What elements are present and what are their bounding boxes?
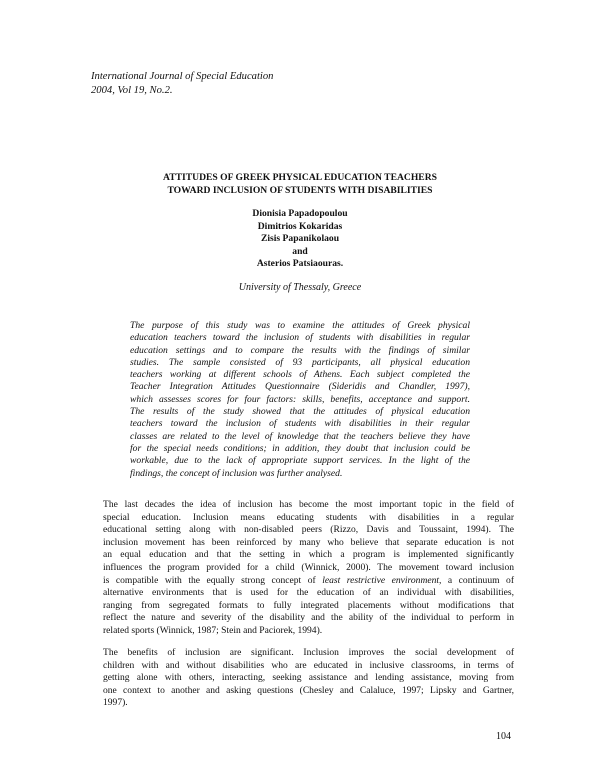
body-line: influences the program provided for a child (Winnick, 2000). The movement toward inclusion — [103, 561, 514, 573]
author-conjunction: and — [292, 245, 308, 257]
body-text: , a continuum of — [439, 574, 514, 586]
abstract-line: classes are related to the level of knowledge that the teachers believe they have — [130, 430, 470, 442]
abstract-line: for the special needs conditions; in addition, they doubt that inclusion could be — [130, 442, 470, 454]
author: Dionisia Papadopoulou — [252, 208, 348, 219]
body-line: getting alone with others, interacting, seeking assistance and lending assistance, moving from — [103, 672, 514, 684]
page-number: 104 — [496, 731, 511, 742]
author: Dimitrios Kokaridas — [257, 220, 343, 232]
body-line: special education. Inclusion means educating students with disabilities in a regular — [103, 511, 514, 523]
body-line: one context to another and asking questions (Chesley and Calaluce, 1997; Lipsky and Gartner, — [103, 684, 514, 696]
abstract-line: education settings and to compare the results with the findings of similar — [130, 344, 470, 356]
author: Asterios Patsiaouras. — [256, 258, 344, 270]
abstract-line: teachers working at different schools of Athens. Each subject completed the — [130, 369, 470, 381]
body-line: 1997). — [103, 697, 128, 709]
body-line: related sports (Winnick, 1987; Stein and Paciorek, 1994). — [103, 624, 323, 636]
title-line: TOWARD INCLUSION OF STUDENTS WITH DISABILITIES — [167, 185, 433, 197]
abstract — [130, 320, 470, 480]
body-line: The last decades the idea of inclusion has become the most important topic in the field of — [103, 499, 514, 510]
abstract-line: education teachers toward the inclusion of students with disabilities in regular — [130, 332, 470, 344]
abstract-line: teachers toward the inclusion of students with disabilities in their regular — [130, 418, 470, 430]
body-text: is compatible with the equally strong concept of — [103, 574, 323, 586]
body-line: The benefits of inclusion are significant. Inclusion improves the social development of — [103, 647, 514, 658]
affiliation: University of Thessaly, Greece — [238, 282, 362, 293]
abstract-line: The results of the study showed that the attitudes of physical education — [130, 406, 470, 418]
body-line: alternative environments that is used for the education of an individual with disabilities, — [103, 587, 514, 599]
abstract-line: findings, the concept of inclusion was further analysed. — [130, 467, 343, 479]
paper-title — [100, 171, 500, 198]
title-line: ATTITUDES OF GREEK PHYSICAL EDUCATION TEACHERS — [163, 172, 437, 183]
body-line-with-italic — [103, 575, 514, 588]
body-line: inclusion movement has been reinforced by many who believe that separate education is not — [103, 536, 514, 548]
body-line: children with and without disabilities who are educated in inclusive classrooms, in terms of — [103, 659, 514, 671]
journal-header — [91, 70, 273, 97]
journal-issue: 2004, Vol 19, No.2. — [91, 84, 173, 96]
author: Zisis Papanikolaou — [260, 233, 340, 245]
abstract-line: Teacher Integration Attitudes Questionnaire (Sideridis and Chandler, 1997), — [130, 381, 470, 393]
italic-term: least restrictive environment — [322, 574, 440, 586]
journal-name: International Journal of Special Education — [91, 71, 274, 82]
abstract-line: studies. The sample consisted of 93 participants, all physical education — [130, 356, 470, 368]
body-paragraph-1 — [103, 499, 514, 638]
body-line: ranging from segregated formats to fully integrated placements without modifications that — [103, 599, 514, 611]
body-line: reflect the nature and severity of the disability and the ability of the individual to perform in — [103, 612, 514, 624]
abstract-line: The purpose of this study was to examine the attitudes of Greek physical — [130, 320, 470, 331]
abstract-line: which assesses scores for four factors: skills, benefits, acceptance and support. — [130, 393, 470, 405]
author-list — [150, 208, 450, 271]
abstract-line: workable, due to the lack of appropriate support services. In the light of the — [130, 455, 470, 467]
body-line: an equal education and that the setting in which a program is implemented significantly — [103, 549, 514, 561]
body-line: educational setting along with non-disabled peers (Rizzo, Davis and Toussaint, 1994). The — [103, 524, 514, 536]
body-paragraph-2 — [103, 647, 514, 710]
